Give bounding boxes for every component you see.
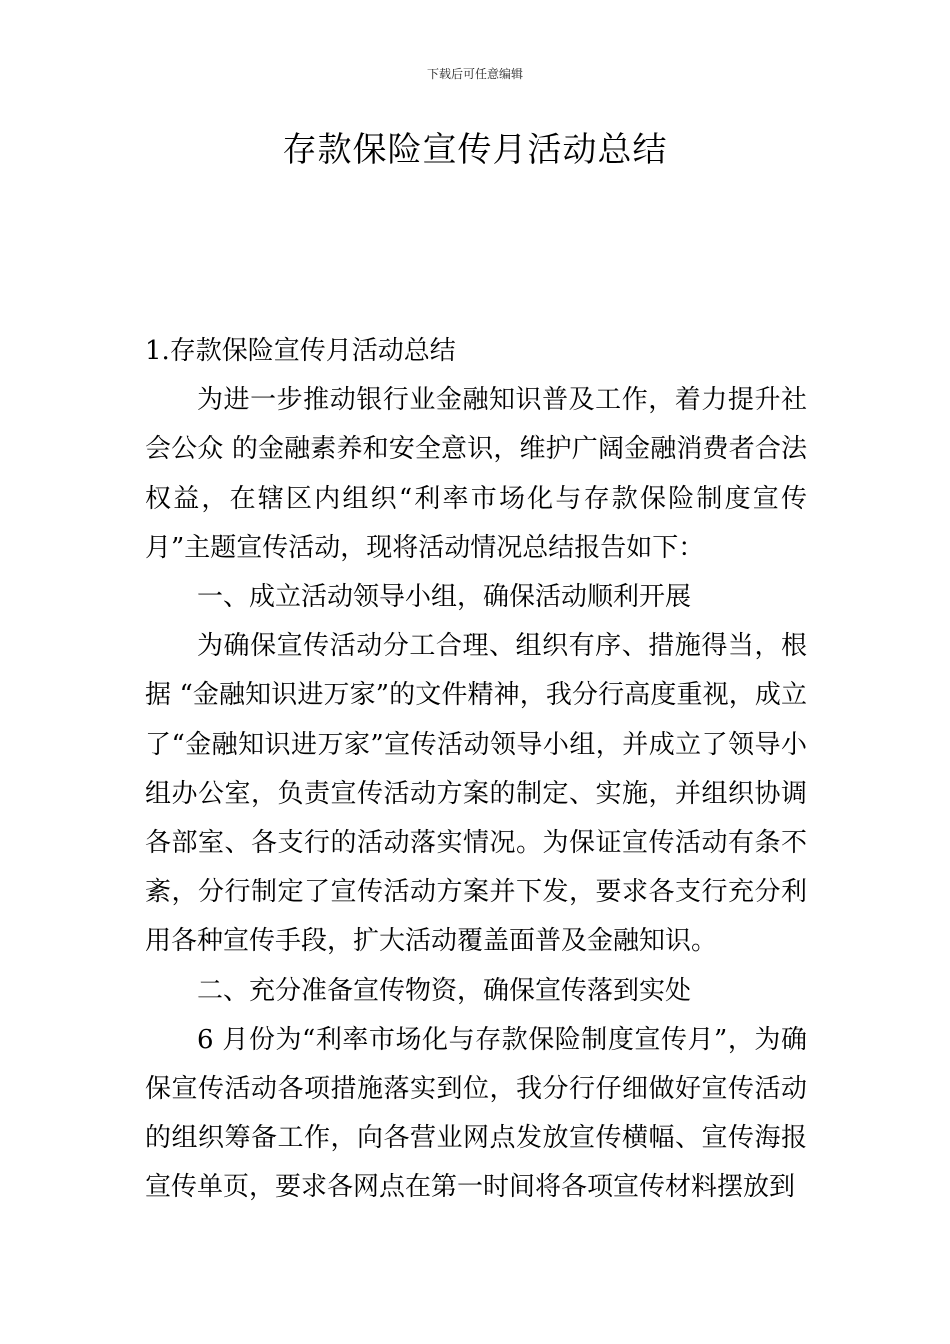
subheading-two: 二、充分准备宣传物资，确保宣传落到实处 xyxy=(197,975,692,1006)
paragraph-materials: 6 月份为“利率市场化与存款保险制度宣传月”，为确保宣传活动各项措施落实到位，我分行仔细做好宣传活动的组织筹备工作，向各营业网点发放宣传横幅、宣传海报宣传单页，要求各网点在第一时间将各项宣传材料摆放到 xyxy=(145,1024,807,1203)
paragraph-leadership-group: 为确保宣传活动分工合理、组织有序、措施得当，根据 “金融知识进万家”的文件精神，我分行高度重视，成立了“金融知识进万家”宣传活动领导小组，并成立了领导小组办公室，负责宣传活动方案的制定、实施，并组织协调各部室、各支行的活动落实情况。为保证宣传活动有条不紊，分行制定了宣传活动方案并下发，要求各支行充分利用各种宣传手段，扩大活动覆盖面普及金融知识。 xyxy=(145,631,807,957)
header-note: 下载后可任意编辑 xyxy=(426,67,523,81)
intro-paragraph: 为进一步推动银行业金融知识普及工作，着力提升社会公众 的金融素养和安全意识，维护广阔金融消费者合法权益，在辖区内组织“利率市场化与存款保险制度宣传月”主题宣传活动，现将活动情况总结报告如下： xyxy=(145,385,807,563)
section-heading-1: 1.存款保险宣传月活动总结 xyxy=(145,336,456,366)
document-body xyxy=(145,327,807,1213)
subheading-one: 一、成立活动领导小组，确保活动顺利开展 xyxy=(197,582,692,613)
document-title: 存款保险宣传月活动总结 xyxy=(282,130,668,170)
